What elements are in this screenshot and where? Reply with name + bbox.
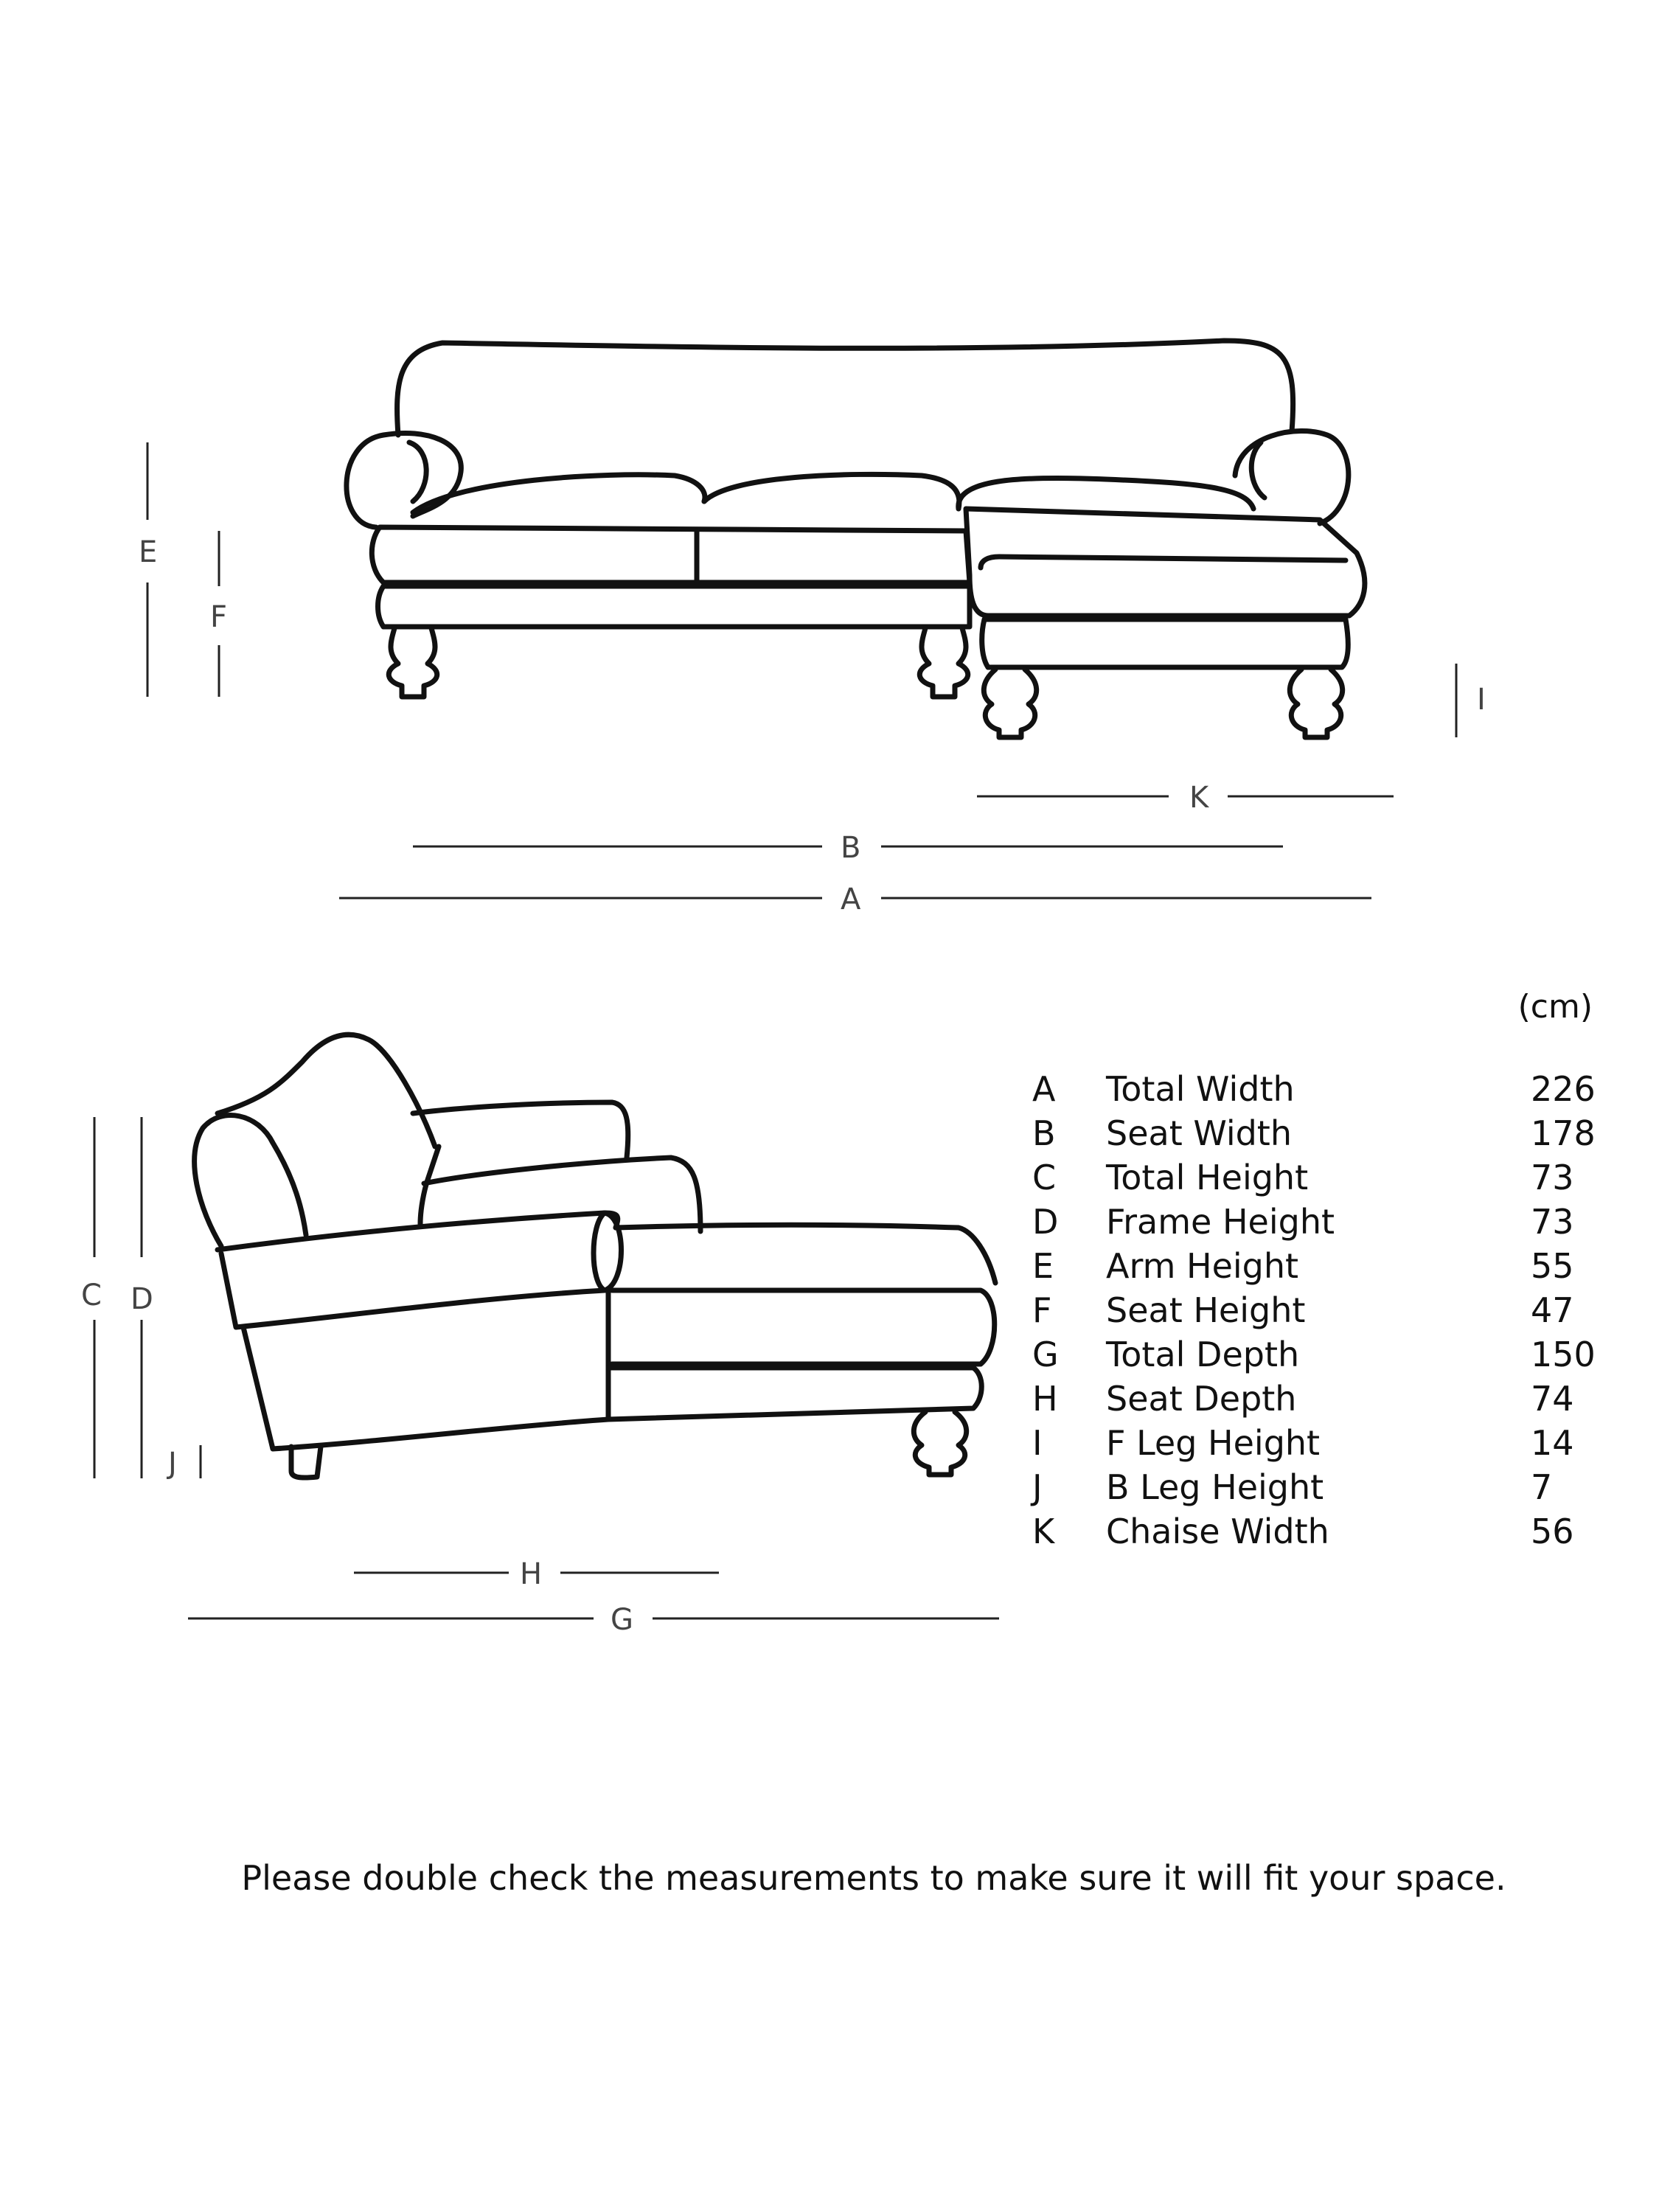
dim-label-b: B <box>841 831 861 865</box>
spec-label: Seat Depth <box>1106 1379 1297 1419</box>
spec-value: 150 <box>1531 1335 1596 1374</box>
side-arm-scroll <box>594 1213 622 1290</box>
dim-label-f: F <box>210 600 228 634</box>
spec-letter: I <box>1032 1423 1043 1463</box>
side-back-leg <box>291 1447 321 1478</box>
spec-label: Total Width <box>1106 1069 1295 1109</box>
spec-label: Frame Height <box>1106 1202 1335 1242</box>
side-left-arm-outer <box>195 1116 306 1246</box>
spec-letter: D <box>1032 1202 1059 1242</box>
side-arm-front <box>221 1253 605 1327</box>
spec-row <box>1032 1158 1607 1202</box>
chaise-back-cushion <box>959 478 1253 509</box>
side-back-top <box>413 1102 628 1158</box>
spec-letter: H <box>1032 1379 1058 1419</box>
spec-row <box>1032 1202 1607 1246</box>
spec-value: 226 <box>1531 1069 1596 1109</box>
spec-row <box>1032 1290 1607 1335</box>
spec-value: 47 <box>1531 1290 1574 1330</box>
spec-label: Seat Height <box>1106 1290 1306 1330</box>
side-chaise-seat <box>612 1290 995 1364</box>
front-base <box>378 586 970 627</box>
spec-value: 73 <box>1531 1158 1574 1197</box>
spec-row <box>1032 1423 1607 1467</box>
chaise-leg-left <box>984 669 1036 737</box>
spec-row <box>1032 1512 1607 1556</box>
front-cushion-mid <box>704 474 959 509</box>
spec-letter: C <box>1032 1158 1057 1197</box>
side-dimensions <box>81 1117 999 1637</box>
dim-label-j: J <box>168 1447 177 1481</box>
dim-label-k: K <box>1189 781 1209 815</box>
dim-label-d: D <box>131 1282 153 1316</box>
spec-label: Seat Width <box>1106 1113 1292 1153</box>
chaise-base <box>982 619 1349 667</box>
spec-label: Total Depth <box>1106 1335 1300 1374</box>
dim-label-i: I <box>1477 683 1486 717</box>
spec-letter: B <box>1032 1113 1056 1153</box>
side-view-sofa <box>195 1034 995 1478</box>
spec-label: Total Height <box>1106 1158 1309 1197</box>
spec-letter: A <box>1032 1069 1056 1109</box>
spec-row <box>1032 1246 1607 1290</box>
spec-letter: E <box>1032 1246 1054 1286</box>
front-left-arm <box>347 433 461 527</box>
front-seat <box>372 527 970 582</box>
spec-row <box>1032 1467 1607 1512</box>
front-left-arm-curl <box>409 442 426 501</box>
front-leg-mid <box>919 628 967 697</box>
chaise-seat-top-line <box>981 557 1346 568</box>
spec-value: 55 <box>1531 1246 1574 1286</box>
spec-label: B Leg Height <box>1106 1467 1324 1507</box>
unit-label: (cm) <box>1517 988 1593 1026</box>
spec-row <box>1032 1113 1607 1158</box>
spec-value: 14 <box>1531 1423 1574 1463</box>
spec-row <box>1032 1379 1607 1423</box>
footnote: Please double check the measurements to make sure it will fit your space. <box>241 1858 1506 1898</box>
side-body <box>243 1290 608 1449</box>
spec-label: F Leg Height <box>1106 1423 1321 1463</box>
spec-row <box>1032 1069 1607 1113</box>
spec-letter: K <box>1032 1512 1055 1551</box>
chaise-leg-right <box>1290 669 1342 737</box>
spec-value: 74 <box>1531 1379 1574 1419</box>
spec-value: 56 <box>1531 1512 1574 1551</box>
front-dimensions <box>139 442 1486 917</box>
dim-label-g: G <box>611 1603 633 1637</box>
front-view-sofa <box>347 341 1365 737</box>
side-back-wing <box>218 1034 435 1147</box>
spec-value: 73 <box>1531 1202 1574 1242</box>
side-arm-top <box>218 1213 618 1250</box>
front-backrest <box>397 341 1293 435</box>
dim-label-h: H <box>520 1557 543 1591</box>
dim-label-a: A <box>841 883 861 917</box>
spec-label: Arm Height <box>1106 1246 1299 1286</box>
spec-letter: F <box>1032 1290 1052 1330</box>
side-front-leg <box>914 1412 966 1475</box>
side-chaise-top <box>616 1225 995 1283</box>
dim-label-c: C <box>81 1279 102 1312</box>
spec-value: 7 <box>1531 1467 1553 1507</box>
spec-value: 178 <box>1531 1113 1596 1153</box>
spec-letter: J <box>1032 1467 1043 1507</box>
front-right-arm-curl <box>1251 442 1265 498</box>
spec-label: Chaise Width <box>1106 1512 1329 1551</box>
dim-label-e: E <box>139 535 158 569</box>
spec-letter: G <box>1032 1335 1059 1374</box>
spec-row <box>1032 1335 1607 1379</box>
front-leg-left <box>389 628 437 697</box>
